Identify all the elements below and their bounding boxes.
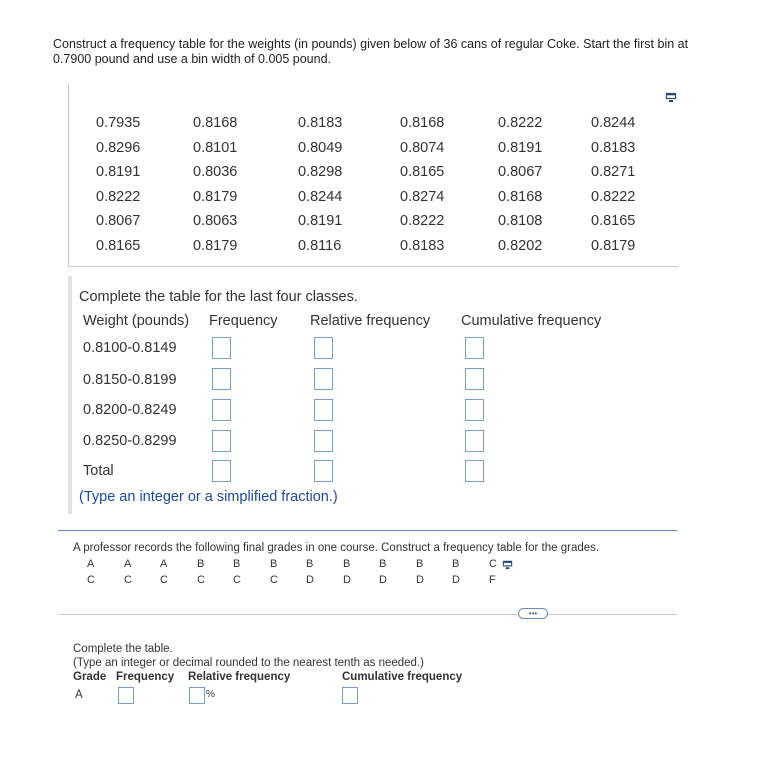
relative-frequency-input[interactable]: [189, 687, 205, 704]
frequency-input[interactable]: [212, 399, 231, 421]
total-relative-frequency-input[interactable]: [314, 460, 333, 482]
relative-frequency-input[interactable]: [314, 337, 333, 359]
header-cumulative-frequency: Cumulative frequency: [342, 671, 463, 683]
data-value: 0.8298: [298, 164, 343, 180]
cumulative-frequency-input[interactable]: [342, 687, 358, 704]
header-relative-frequency: Relative frequency: [188, 671, 291, 683]
question2-instruction: Complete the table.: [73, 643, 173, 655]
data-value: 0.8191: [298, 213, 343, 229]
data-value: 0.8179: [193, 238, 238, 254]
class-label: 0.8100-0.8149: [83, 340, 177, 356]
copy-icon[interactable]: [502, 559, 513, 570]
data-value: 0.8191: [96, 164, 141, 180]
class-label: 0.8150-0.8199: [83, 372, 177, 388]
total-cumulative-frequency-input[interactable]: [465, 460, 484, 482]
grade-value: D: [452, 574, 460, 586]
total-label: Total: [83, 463, 114, 479]
data-value: 0.8165: [96, 238, 141, 254]
grade-label: A: [75, 689, 83, 701]
data-value: 0.8222: [591, 189, 636, 205]
data-value: 0.8183: [400, 238, 445, 254]
data-value: 0.8168: [498, 189, 543, 205]
data-value: 0.8183: [298, 115, 343, 131]
question-prompt: Construct a frequency table for the weights (in pounds) given below of 36 cans of regular Coke. Start the first bin at 0.7900 pound and use a bin width of 0.005 pound.: [53, 37, 689, 66]
frequency-input[interactable]: [212, 337, 231, 359]
section-divider: [58, 614, 677, 615]
data-value: 0.8036: [193, 164, 238, 180]
instruction-text: Complete the table for the last four classes.: [79, 289, 358, 305]
grade-value: D: [416, 574, 424, 586]
answer-section: [68, 276, 681, 514]
data-value: 0.8202: [498, 238, 543, 254]
total-frequency-input[interactable]: [212, 460, 231, 482]
class-label: 0.8200-0.8249: [83, 402, 177, 418]
data-value: 0.8222: [400, 213, 445, 229]
data-value: 0.8063: [193, 213, 238, 229]
data-value: 0.8222: [96, 189, 141, 205]
section-divider: [58, 530, 677, 531]
grade-value: D: [379, 574, 387, 586]
data-value: 0.8074: [400, 140, 445, 156]
grade-value: C: [270, 574, 278, 586]
grade-value: B: [416, 558, 424, 570]
relative-frequency-input[interactable]: [314, 430, 333, 452]
grade-value: A: [124, 558, 132, 570]
class-label: 0.8250-0.8299: [83, 433, 177, 449]
data-value: 0.8168: [400, 115, 445, 131]
grade-value: B: [306, 558, 314, 570]
data-value: 0.8244: [298, 189, 343, 205]
data-value: 0.8049: [298, 140, 343, 156]
grade-value: C: [124, 574, 132, 586]
answer-hint: (Type an integer or a simplified fraction.): [79, 489, 338, 505]
question2-hint: (Type an integer or decimal rounded to the nearest tenth as needed.): [73, 657, 424, 669]
header-frequency: Frequency: [209, 313, 278, 329]
frequency-input[interactable]: [212, 430, 231, 452]
data-value: 0.8165: [591, 213, 636, 229]
question2-prompt: A professor records the following final grades in one course. Construct a frequency table for the grades.: [73, 542, 600, 554]
grade-value: B: [233, 558, 241, 570]
grade-value: B: [197, 558, 205, 570]
frequency-input[interactable]: [212, 368, 231, 390]
data-value: 0.8067: [498, 164, 543, 180]
data-value: 0.8101: [193, 140, 238, 156]
data-value: 0.8165: [400, 164, 445, 180]
cumulative-frequency-input[interactable]: [465, 337, 484, 359]
grade-value: B: [452, 558, 460, 570]
header-frequency: Frequency: [116, 671, 175, 683]
grade-value: F: [489, 574, 496, 586]
data-value: 0.8274: [400, 189, 445, 205]
grade-value: C: [87, 574, 95, 586]
grade-value: B: [343, 558, 351, 570]
grade-value: A: [160, 558, 168, 570]
grade-value: B: [270, 558, 278, 570]
header-weight: Weight (pounds): [83, 313, 190, 329]
data-value: 0.8271: [591, 164, 636, 180]
data-value: 0.8108: [498, 213, 543, 229]
data-value: 0.8116: [298, 238, 342, 254]
grade-value: C: [197, 574, 205, 586]
cumulative-frequency-input[interactable]: [465, 430, 484, 452]
grade-value: C: [160, 574, 168, 586]
data-value: 0.8067: [96, 213, 141, 229]
percent-sign: %: [206, 689, 215, 700]
grade-value: D: [306, 574, 314, 586]
header-cumulative-frequency: Cumulative frequency: [461, 313, 602, 329]
data-value: 0.8222: [498, 115, 543, 131]
data-value: 0.8183: [591, 140, 636, 156]
data-value: 0.8179: [591, 238, 636, 254]
relative-frequency-input[interactable]: [314, 368, 333, 390]
expand-more-button[interactable]: •••: [518, 608, 548, 619]
grade-value: C: [489, 558, 497, 570]
data-value: 0.8168: [193, 115, 238, 131]
relative-frequency-input[interactable]: [314, 399, 333, 421]
frequency-input[interactable]: [118, 687, 134, 704]
data-value: 0.8296: [96, 140, 141, 156]
data-value: 0.7935: [96, 115, 141, 131]
header-relative-frequency: Relative frequency: [310, 313, 431, 329]
header-grade: Grade: [73, 671, 107, 683]
data-value: 0.8179: [193, 189, 238, 205]
cumulative-frequency-input[interactable]: [465, 368, 484, 390]
cumulative-frequency-input[interactable]: [465, 399, 484, 421]
grade-value: A: [87, 558, 95, 570]
data-panel: [68, 83, 678, 267]
grade-value: D: [343, 574, 351, 586]
copy-icon[interactable]: [665, 91, 677, 103]
grade-value: B: [379, 558, 387, 570]
grade-value: C: [233, 574, 241, 586]
data-value: 0.8244: [591, 115, 636, 131]
data-value: 0.8191: [498, 140, 543, 156]
